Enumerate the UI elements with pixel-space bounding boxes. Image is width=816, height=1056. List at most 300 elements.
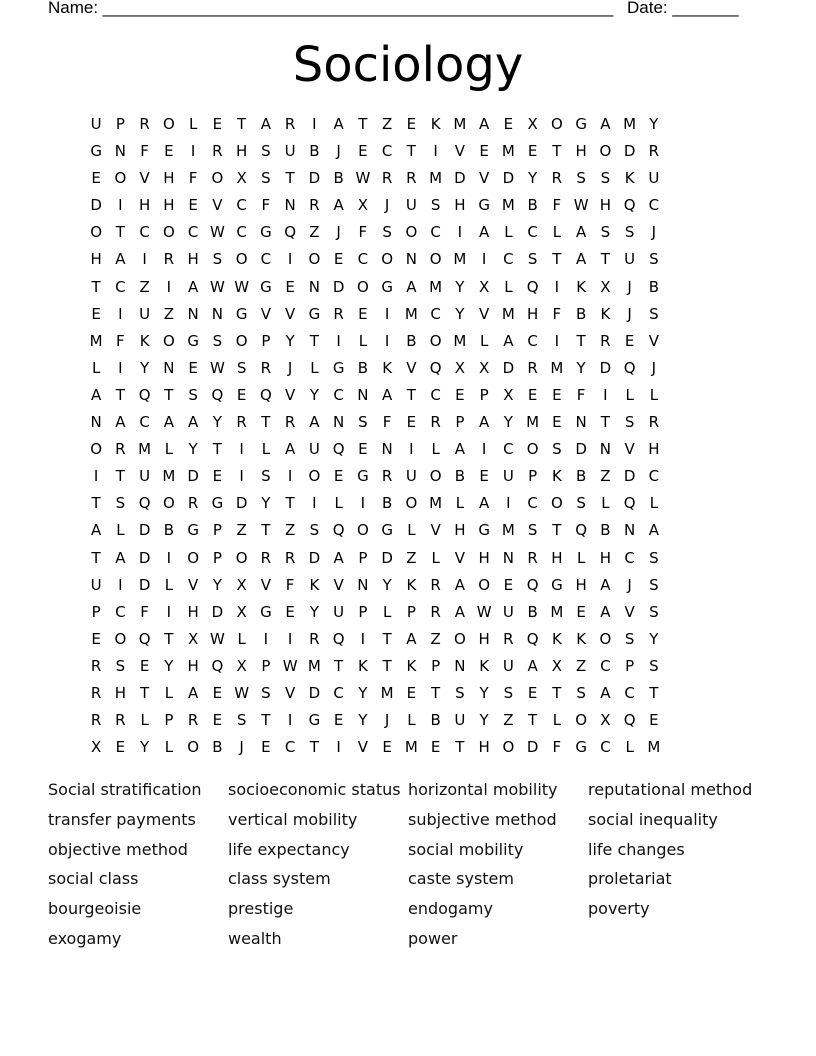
grid-letter[interactable]: O xyxy=(526,440,539,459)
grid-letter[interactable]: H xyxy=(599,196,612,215)
grid-letter[interactable]: S xyxy=(649,304,659,323)
grid-letter[interactable]: G xyxy=(260,223,272,242)
grid-letter[interactable]: P xyxy=(406,602,416,621)
grid-letter[interactable]: E xyxy=(139,656,150,675)
grid-letter[interactable]: M xyxy=(453,331,467,350)
grid-letter[interactable]: M xyxy=(429,494,443,513)
grid-letter[interactable]: L xyxy=(552,223,562,242)
grid-letter[interactable]: B xyxy=(575,467,587,486)
grid-letter[interactable]: G xyxy=(575,115,587,133)
grid-letter[interactable]: I xyxy=(384,304,390,323)
grid-letter[interactable]: H xyxy=(599,548,612,567)
grid-letter[interactable]: N xyxy=(357,385,369,404)
grid-letter[interactable]: X xyxy=(478,277,490,296)
grid-letter[interactable]: E xyxy=(649,711,659,730)
grid-letter[interactable]: T xyxy=(309,331,319,350)
grid-letter[interactable]: D xyxy=(623,142,636,161)
grid-letter[interactable]: Z xyxy=(503,711,514,730)
grid-letter[interactable]: T xyxy=(649,683,659,702)
grid-letter[interactable]: A xyxy=(648,521,659,540)
grid-letter[interactable]: X xyxy=(600,277,611,296)
grid-letter[interactable]: Q xyxy=(284,223,297,242)
grid-letter[interactable]: I xyxy=(312,494,317,513)
grid-letter[interactable]: R xyxy=(139,115,150,133)
grid-letter[interactable]: K xyxy=(576,277,587,296)
grid-letter[interactable]: Z xyxy=(139,277,150,296)
grid-letter[interactable]: L xyxy=(164,683,174,702)
grid-letter[interactable]: M xyxy=(501,142,515,161)
grid-letter[interactable]: W xyxy=(209,358,225,377)
grid-letter[interactable]: J xyxy=(651,358,657,377)
grid-letter[interactable]: O xyxy=(502,738,515,757)
grid-letter[interactable]: X xyxy=(600,711,611,730)
grid-letter[interactable]: R xyxy=(284,413,296,432)
grid-letter[interactable]: N xyxy=(211,304,223,323)
grid-letter[interactable]: L xyxy=(188,115,198,133)
grid-letter[interactable]: S xyxy=(212,331,223,350)
grid-letter[interactable]: X xyxy=(236,169,247,188)
grid-letter[interactable]: U xyxy=(502,602,514,621)
grid-letter[interactable]: U xyxy=(648,169,660,188)
grid-letter[interactable]: B xyxy=(600,521,611,540)
grid-letter[interactable]: E xyxy=(406,683,417,702)
grid-letter[interactable]: E xyxy=(552,385,562,404)
grid-letter[interactable]: W xyxy=(573,196,589,215)
grid-letter[interactable]: Y xyxy=(649,629,659,648)
grid-letter[interactable]: I xyxy=(287,467,293,486)
grid-letter[interactable]: F xyxy=(382,413,392,432)
grid-letter[interactable]: M xyxy=(550,358,564,377)
grid-letter[interactable]: J xyxy=(651,223,657,242)
grid-letter[interactable]: E xyxy=(455,385,465,404)
grid-letter[interactable]: P xyxy=(261,656,271,675)
grid-letter[interactable]: H xyxy=(187,602,199,621)
grid-letter[interactable]: Y xyxy=(212,575,222,594)
grid-letter[interactable]: M xyxy=(501,521,515,540)
grid-letter[interactable]: N xyxy=(381,440,393,459)
grid-letter[interactable]: T xyxy=(406,385,416,404)
grid-letter[interactable]: C xyxy=(284,738,296,757)
grid-letter[interactable]: B xyxy=(163,521,175,540)
grid-letter[interactable]: A xyxy=(478,223,490,242)
grid-letter[interactable]: S xyxy=(649,250,659,269)
grid-letter[interactable]: E xyxy=(261,738,271,757)
grid-letter[interactable]: I xyxy=(166,548,172,567)
grid-letter[interactable]: C xyxy=(430,385,441,404)
grid-letter[interactable]: T xyxy=(309,738,319,757)
grid-letter[interactable]: L xyxy=(479,331,489,350)
grid-letter[interactable]: Q xyxy=(526,629,539,648)
grid-letter[interactable]: L xyxy=(455,494,465,513)
grid-letter[interactable]: Y xyxy=(382,575,392,594)
grid-letter[interactable]: L xyxy=(164,575,174,594)
grid-letter[interactable]: E xyxy=(285,277,295,296)
grid-letter[interactable]: S xyxy=(576,169,586,188)
grid-letter[interactable]: B xyxy=(527,602,538,621)
grid-letter[interactable]: C xyxy=(115,277,126,296)
grid-letter[interactable]: S xyxy=(382,223,392,242)
grid-letter[interactable]: D xyxy=(308,683,321,702)
grid-letter[interactable]: W xyxy=(282,656,298,675)
grid-letter[interactable]: L xyxy=(91,358,101,377)
grid-letter[interactable]: L xyxy=(358,331,368,350)
grid-letter[interactable]: Q xyxy=(332,440,345,459)
grid-letter[interactable]: C xyxy=(236,196,247,215)
grid-letter[interactable]: E xyxy=(212,467,223,486)
grid-letter[interactable]: R xyxy=(90,683,102,702)
grid-letter[interactable]: U xyxy=(90,575,102,594)
grid-letter[interactable]: O xyxy=(405,494,418,513)
grid-letter[interactable]: N xyxy=(187,304,199,323)
grid-letter[interactable]: G xyxy=(381,277,393,296)
grid-letter[interactable]: G xyxy=(551,575,563,594)
grid-letter[interactable]: Y xyxy=(309,602,319,621)
grid-letter[interactable]: E xyxy=(91,169,101,188)
grid-letter[interactable]: C xyxy=(624,548,635,567)
grid-letter[interactable]: E xyxy=(333,250,344,269)
grid-letter[interactable]: U xyxy=(502,656,514,675)
grid-letter[interactable]: P xyxy=(115,115,125,133)
grid-letter[interactable]: V xyxy=(624,602,635,621)
grid-letter[interactable]: N xyxy=(357,575,369,594)
grid-letter[interactable]: F xyxy=(576,385,586,404)
grid-letter[interactable]: S xyxy=(261,169,271,188)
grid-letter[interactable]: M xyxy=(501,304,515,323)
grid-letter[interactable]: A xyxy=(600,602,611,621)
grid-letter[interactable]: R xyxy=(212,142,223,161)
grid-letter[interactable]: D xyxy=(138,548,151,567)
grid-letter[interactable]: P xyxy=(358,548,368,567)
grid-letter[interactable]: E xyxy=(503,115,514,133)
grid-letter[interactable]: H xyxy=(114,683,127,702)
grid-letter[interactable]: I xyxy=(554,331,560,350)
grid-letter[interactable]: P xyxy=(431,656,441,675)
grid-letter[interactable]: B xyxy=(381,494,393,513)
grid-letter[interactable]: S xyxy=(261,683,271,702)
grid-letter[interactable]: N xyxy=(575,413,587,432)
grid-letter[interactable]: Y xyxy=(576,358,586,377)
grid-letter[interactable]: R xyxy=(163,250,175,269)
grid-letter[interactable]: I xyxy=(287,711,293,730)
grid-letter[interactable]: Y xyxy=(140,738,150,757)
grid-letter[interactable]: V xyxy=(406,358,417,377)
grid-letter[interactable]: T xyxy=(285,494,295,513)
grid-letter[interactable]: E xyxy=(624,331,635,350)
grid-letter[interactable]: I xyxy=(481,440,487,459)
grid-letter[interactable]: W xyxy=(355,169,371,188)
grid-letter[interactable]: S xyxy=(188,385,198,404)
grid-letter[interactable]: T xyxy=(576,331,586,350)
grid-letter[interactable]: C xyxy=(430,223,441,242)
grid-letter[interactable]: Q xyxy=(332,629,345,648)
grid-letter[interactable]: I xyxy=(360,494,366,513)
grid-letter[interactable]: C xyxy=(115,602,126,621)
grid-letter[interactable]: I xyxy=(263,629,269,648)
grid-letter[interactable]: Z xyxy=(575,656,587,675)
grid-letter[interactable]: R xyxy=(309,629,320,648)
grid-letter[interactable]: Y xyxy=(358,683,368,702)
grid-letter[interactable]: R xyxy=(648,413,660,432)
grid-letter[interactable]: H xyxy=(138,196,151,215)
grid-letter[interactable]: H xyxy=(648,440,660,459)
grid-letter[interactable]: O xyxy=(114,629,127,648)
grid-letter[interactable]: C xyxy=(333,683,344,702)
grid-letter[interactable]: T xyxy=(528,711,538,730)
grid-letter[interactable]: H xyxy=(478,738,490,757)
grid-letter[interactable]: U xyxy=(624,250,636,269)
grid-letter[interactable]: T xyxy=(91,548,101,567)
grid-letter[interactable]: S xyxy=(576,683,586,702)
grid-letter[interactable]: Q xyxy=(211,385,224,404)
grid-letter[interactable]: L xyxy=(431,548,440,567)
grid-letter[interactable]: J xyxy=(336,223,341,242)
grid-letter[interactable]: L xyxy=(625,385,634,404)
grid-letter[interactable]: R xyxy=(503,629,514,648)
grid-letter[interactable]: O xyxy=(405,223,418,242)
grid-letter[interactable]: C xyxy=(600,656,611,675)
grid-letter[interactable]: R xyxy=(551,169,563,188)
grid-letter[interactable]: Q xyxy=(429,358,442,377)
grid-letter[interactable]: A xyxy=(309,413,320,432)
grid-letter[interactable]: L xyxy=(407,521,416,540)
grid-letter[interactable]: H xyxy=(187,250,199,269)
grid-letter[interactable]: R xyxy=(90,711,102,730)
grid-letter[interactable]: Y xyxy=(479,711,489,730)
grid-letter[interactable]: O xyxy=(356,277,369,296)
grid-letter[interactable]: Q xyxy=(211,656,224,675)
grid-letter[interactable]: K xyxy=(430,115,441,133)
grid-letter[interactable]: I xyxy=(118,358,123,377)
grid-letter[interactable]: B xyxy=(406,331,417,350)
grid-letter[interactable]: H xyxy=(90,250,102,269)
grid-letter[interactable]: O xyxy=(599,629,612,648)
grid-letter[interactable]: N xyxy=(163,358,175,377)
grid-letter[interactable]: S xyxy=(236,711,247,730)
grid-letter[interactable]: O xyxy=(235,548,248,567)
grid-letter[interactable]: D xyxy=(526,738,539,757)
grid-letter[interactable]: P xyxy=(212,548,222,567)
grid-letter[interactable]: M xyxy=(404,304,418,323)
grid-letter[interactable]: G xyxy=(260,602,272,621)
grid-letter[interactable]: N xyxy=(502,548,514,567)
grid-letter[interactable]: L xyxy=(334,494,343,513)
grid-letter[interactable]: E xyxy=(188,196,198,215)
grid-letter[interactable]: K xyxy=(479,656,490,675)
grid-letter[interactable]: Q xyxy=(259,385,272,404)
grid-letter[interactable]: O xyxy=(550,115,563,133)
grid-letter[interactable]: A xyxy=(478,115,490,133)
grid-letter[interactable]: S xyxy=(212,250,223,269)
grid-letter[interactable]: Z xyxy=(381,115,393,133)
grid-letter[interactable]: F xyxy=(552,304,562,323)
grid-letter[interactable]: Z xyxy=(430,629,441,648)
grid-letter[interactable]: G xyxy=(187,521,199,540)
grid-letter[interactable]: I xyxy=(433,142,438,161)
grid-letter[interactable]: A xyxy=(90,385,102,404)
grid-letter[interactable]: O xyxy=(599,142,612,161)
grid-letter[interactable]: U xyxy=(502,467,514,486)
grid-letter[interactable]: I xyxy=(603,385,608,404)
grid-letter[interactable]: Y xyxy=(212,413,222,432)
grid-letter[interactable]: N xyxy=(90,413,102,432)
grid-letter[interactable]: L xyxy=(504,223,513,242)
grid-letter[interactable]: E xyxy=(527,142,538,161)
grid-letter[interactable]: M xyxy=(380,683,394,702)
grid-letter[interactable]: R xyxy=(406,169,417,188)
grid-letter[interactable]: D xyxy=(308,169,321,188)
grid-letter[interactable]: E xyxy=(430,738,441,757)
grid-letter[interactable]: C xyxy=(260,250,272,269)
grid-letter[interactable]: I xyxy=(239,467,244,486)
grid-letter[interactable]: E xyxy=(285,602,295,621)
grid-letter[interactable]: I xyxy=(239,440,244,459)
grid-letter[interactable]: T xyxy=(115,467,125,486)
grid-letter[interactable]: Y xyxy=(164,656,174,675)
grid-letter[interactable]: U xyxy=(405,467,417,486)
grid-letter[interactable]: I xyxy=(457,223,463,242)
grid-letter[interactable]: D xyxy=(308,548,321,567)
grid-letter[interactable]: J xyxy=(384,196,390,215)
grid-letter[interactable]: T xyxy=(334,656,344,675)
grid-letter[interactable]: O xyxy=(235,331,248,350)
grid-letter[interactable]: S xyxy=(115,656,126,675)
grid-letter[interactable]: M xyxy=(501,196,515,215)
grid-letter[interactable]: E xyxy=(236,385,247,404)
grid-letter[interactable]: T xyxy=(600,250,610,269)
grid-letter[interactable]: H xyxy=(454,196,466,215)
grid-letter[interactable]: U xyxy=(284,142,296,161)
grid-letter[interactable]: B xyxy=(212,738,223,757)
grid-letter[interactable]: R xyxy=(309,196,320,215)
grid-letter[interactable]: G xyxy=(575,738,587,757)
grid-letter[interactable]: I xyxy=(336,738,341,757)
grid-letter[interactable]: M xyxy=(526,413,540,432)
grid-letter[interactable]: I xyxy=(118,304,123,323)
grid-letter[interactable]: R xyxy=(430,413,441,432)
grid-letter[interactable]: J xyxy=(287,358,293,377)
grid-letter[interactable]: M xyxy=(550,602,564,621)
grid-letter[interactable]: I xyxy=(409,440,414,459)
grid-letter[interactable]: H xyxy=(187,656,199,675)
grid-letter[interactable]: J xyxy=(627,575,632,594)
grid-letter[interactable]: K xyxy=(382,358,393,377)
grid-letter[interactable]: C xyxy=(357,250,369,269)
grid-letter[interactable]: S xyxy=(649,575,659,594)
grid-letter[interactable]: E xyxy=(406,115,417,133)
grid-letter[interactable]: N xyxy=(405,250,417,269)
grid-letter[interactable]: E xyxy=(479,142,489,161)
grid-letter[interactable]: P xyxy=(358,602,368,621)
grid-letter[interactable]: W xyxy=(209,277,225,296)
grid-letter[interactable]: T xyxy=(212,440,222,459)
grid-letter[interactable]: T xyxy=(91,494,101,513)
grid-letter[interactable]: R xyxy=(115,440,126,459)
grid-letter[interactable]: S xyxy=(600,223,611,242)
grid-letter[interactable]: S xyxy=(552,440,562,459)
grid-letter[interactable]: Z xyxy=(309,223,320,242)
grid-letter[interactable]: L xyxy=(649,494,659,513)
grid-letter[interactable]: G xyxy=(308,304,321,323)
grid-letter[interactable]: S xyxy=(455,683,465,702)
grid-letter[interactable]: U xyxy=(308,440,320,459)
grid-letter[interactable]: V xyxy=(478,304,490,323)
grid-letter[interactable]: Z xyxy=(406,548,417,567)
grid-letter[interactable]: H xyxy=(551,548,563,567)
grid-letter[interactable]: O xyxy=(211,169,224,188)
grid-letter[interactable]: N xyxy=(308,277,320,296)
grid-letter[interactable]: Q xyxy=(332,521,345,540)
grid-letter[interactable]: V xyxy=(260,575,271,594)
grid-letter[interactable]: O xyxy=(550,494,563,513)
grid-letter[interactable]: X xyxy=(527,115,538,133)
grid-letter[interactable]: D xyxy=(454,169,466,188)
grid-letter[interactable]: M xyxy=(138,440,152,459)
grid-letter[interactable]: Q xyxy=(526,277,539,296)
grid-letter[interactable]: F xyxy=(140,142,149,161)
grid-letter[interactable]: T xyxy=(552,521,562,540)
grid-letter[interactable]: Z xyxy=(236,521,247,540)
grid-letter[interactable]: A xyxy=(187,277,199,296)
grid-letter[interactable]: A xyxy=(406,277,417,296)
grid-letter[interactable]: V xyxy=(284,385,296,404)
grid-letter[interactable]: X xyxy=(187,629,199,648)
grid-letter[interactable]: C xyxy=(527,494,538,513)
grid-letter[interactable]: B xyxy=(648,277,660,296)
grid-letter[interactable]: N xyxy=(333,413,345,432)
grid-letter[interactable]: P xyxy=(479,385,489,404)
grid-letter[interactable]: A xyxy=(600,115,611,133)
grid-letter[interactable]: R xyxy=(236,413,247,432)
grid-letter[interactable]: G xyxy=(308,711,321,730)
grid-letter[interactable]: S xyxy=(649,548,659,567)
grid-letter[interactable]: A xyxy=(600,683,611,702)
grid-letter[interactable]: O xyxy=(356,521,369,540)
grid-letter[interactable]: F xyxy=(116,331,125,350)
grid-letter[interactable]: T xyxy=(382,656,392,675)
grid-letter[interactable]: R xyxy=(333,304,344,323)
grid-letter[interactable]: N xyxy=(114,142,126,161)
grid-letter[interactable]: O xyxy=(575,711,588,730)
grid-letter[interactable]: A xyxy=(115,548,126,567)
grid-letter[interactable]: D xyxy=(623,467,636,486)
grid-letter[interactable]: O xyxy=(308,250,321,269)
grid-letter[interactable]: D xyxy=(187,467,199,486)
grid-letter[interactable]: A xyxy=(478,494,490,513)
grid-letter[interactable]: M xyxy=(453,115,467,133)
grid-letter[interactable]: R xyxy=(430,575,441,594)
grid-letter[interactable]: E xyxy=(503,575,514,594)
grid-letter[interactable]: H xyxy=(454,521,466,540)
grid-letter[interactable]: I xyxy=(287,629,293,648)
grid-letter[interactable]: A xyxy=(575,223,587,242)
grid-letter[interactable]: F xyxy=(261,196,271,215)
grid-letter[interactable]: T xyxy=(140,683,150,702)
grid-letter[interactable]: G xyxy=(478,521,490,540)
grid-letter[interactable]: C xyxy=(648,467,660,486)
grid-letter[interactable]: G xyxy=(381,521,393,540)
grid-letter[interactable]: K xyxy=(406,575,417,594)
grid-letter[interactable]: T xyxy=(261,413,271,432)
grid-letter[interactable]: I xyxy=(287,250,293,269)
grid-letter[interactable]: E xyxy=(115,738,126,757)
grid-letter[interactable]: S xyxy=(649,656,659,675)
grid-letter[interactable]: G xyxy=(478,196,490,215)
date-field[interactable]: Date: _______ xyxy=(627,0,739,17)
grid-letter[interactable]: Y xyxy=(503,413,513,432)
grid-letter[interactable]: B xyxy=(357,358,369,377)
grid-letter[interactable]: V xyxy=(284,304,296,323)
grid-letter[interactable]: T xyxy=(552,683,562,702)
